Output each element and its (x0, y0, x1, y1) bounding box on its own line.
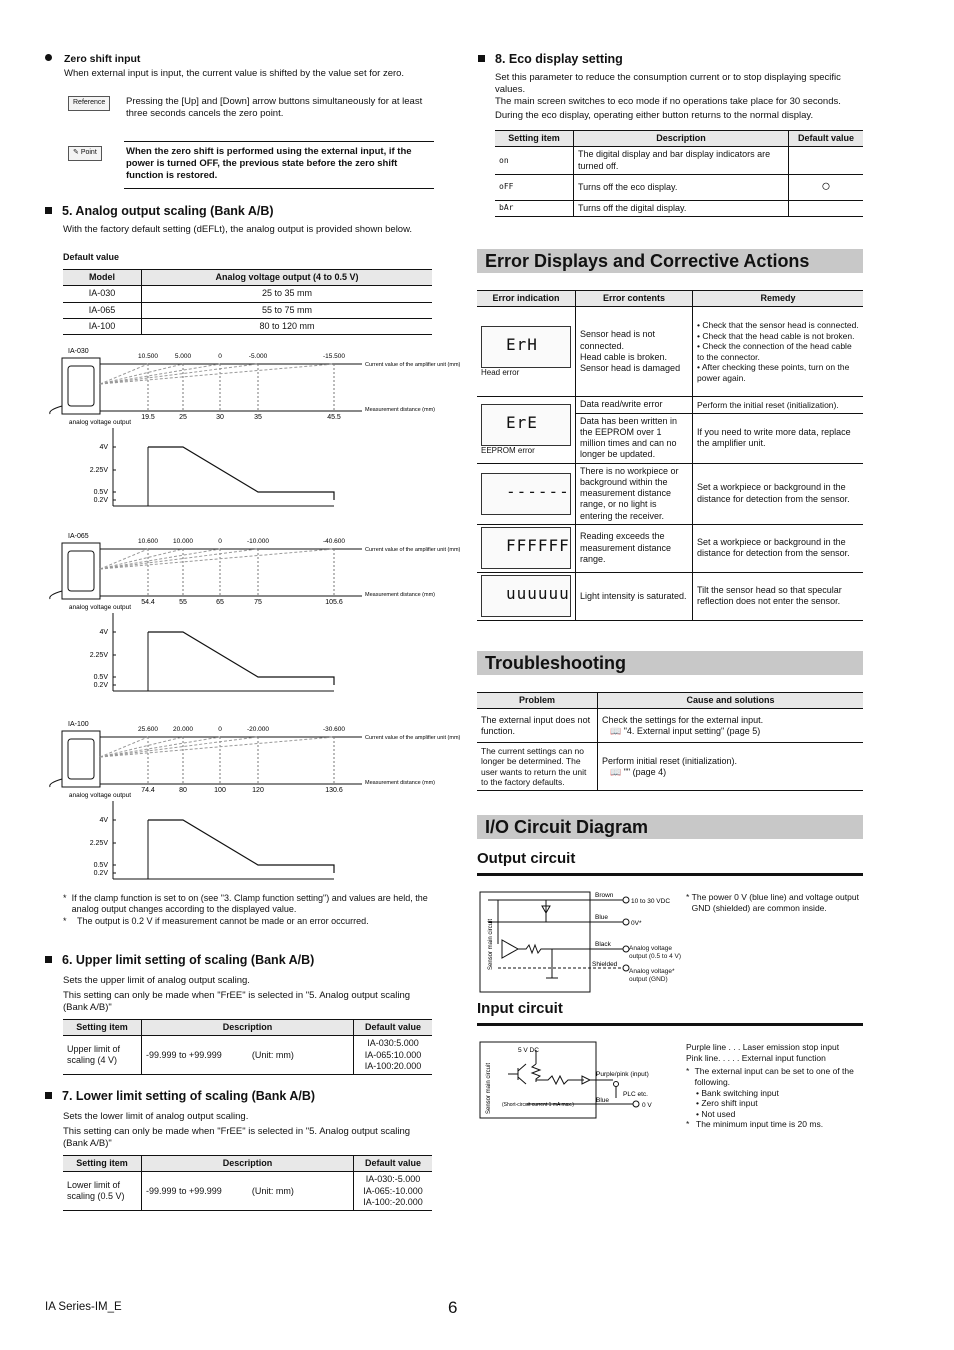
reference-note (68, 96, 434, 120)
cell: Check the settings for the external input. 📖 "4. External input setting" (page 5) (598, 709, 864, 743)
reference-text: Pressing the [Up] and [Down] arrow buttons simultaneously for at least three seconds cancels the zero point. (126, 96, 423, 119)
graph-svg (40, 717, 461, 887)
y-tick-label: 0.5V (93, 489, 108, 496)
cell: Turns off the digital display. (574, 200, 789, 216)
input-notes: Purple line . . . Laser emission stop input Pink line. . . . . External input function * The external input can be set to one of the following. • Bank switching input • Zero shift input • Not used * The minimum input time is 20 ms. (686, 1042, 854, 1130)
cell: IA-065 (63, 302, 142, 318)
output-label: 0V* (631, 920, 642, 927)
y-tick-label: 4V (99, 444, 108, 451)
y-tick-label: 2.25V (89, 840, 108, 847)
point-icon: ✎ Point (68, 146, 102, 161)
point-text: When the zero shift is performed using the external input, if the power is turned OFF, the previous state before the zero shift function is restored. (124, 141, 434, 189)
bullet-square-icon (478, 55, 485, 62)
lcd-caption: Head error (481, 367, 520, 377)
top-tick-label: -20.000 (246, 726, 270, 733)
zero-shift-title: Zero shift input (64, 53, 141, 65)
upper-title-row (45, 953, 314, 969)
cell: -99.999 to +99.999 (Unit: mm) (142, 1036, 354, 1075)
bullet-dot-icon (45, 54, 52, 61)
y-tick-label: 0.5V (93, 862, 108, 869)
analog-desc: With the factory default setting (dEFLt), the analog output is provided shown below. (63, 224, 413, 235)
input-label: (Short-circuit current 1 mA max.) (502, 1102, 574, 1108)
top-tick-label: 10.000 (173, 538, 193, 545)
lower-table (63, 1155, 432, 1211)
input-label: PLC etc. (623, 1091, 648, 1098)
input-label: 5 V DC (518, 1047, 539, 1054)
cell: 80 to 120 mm (142, 318, 433, 334)
top-tick-label: 25.600 (138, 726, 158, 733)
y-tick-label: 0.5V (93, 674, 108, 681)
cell: Set a workpiece or background in the distance for detection from the sensor. (693, 463, 864, 524)
graph-svg (40, 344, 461, 514)
cell: Lower limit of scaling (0.5 V) (63, 1172, 142, 1211)
output-label: Shielded (592, 961, 618, 968)
bottom-tick-label: 65 (216, 599, 224, 606)
top-tick-label: 0 (218, 353, 222, 360)
bottom-tick-label: 45.5 (327, 414, 341, 421)
analog-default-table (63, 269, 432, 335)
eco-title: 8. Eco display setting (495, 52, 623, 66)
measurement-label: Measurement distance (mm) (365, 407, 435, 413)
footer-series: IA Series-IM_E (45, 1301, 122, 1313)
cell: 25 to 35 mm (142, 286, 433, 302)
page-ref-link[interactable]: "4. External input setting" (page 5) (623, 725, 761, 736)
graph-svg (40, 529, 461, 699)
cell: Upper limit of scaling (4 V) (63, 1036, 142, 1075)
cell: IA-100 (63, 318, 142, 334)
zero-shift-desc: When external input is input, the current value is shifted by the value set for zero. (64, 68, 405, 80)
cell: Perform initial reset (initialization). 📖 "" (page 4) (598, 743, 864, 791)
top-tick-label: -30.600 (322, 726, 346, 733)
top-tick-label: -5.000 (248, 353, 268, 360)
top-tick-label: 10.600 (138, 538, 158, 545)
bottom-tick-label: 75 (254, 599, 262, 606)
output-label: Blue (595, 914, 609, 921)
lcd-display-icon: FFFFFF (481, 527, 571, 569)
output-label: Black (595, 941, 611, 948)
th: Default value (354, 1020, 433, 1036)
bottom-tick-label: 80 (179, 787, 187, 794)
top-tick-label: -40.600 (322, 538, 346, 545)
graph-model-label: IA-100 (68, 721, 89, 728)
y-tick-label: 0.2V (93, 497, 108, 504)
output-label: Brown (595, 892, 614, 899)
note-item: * The output is 0.2 V if measurement cannot be made or an error occurred. (63, 915, 369, 926)
analog-title-row (45, 204, 274, 220)
default-circle-icon: ○ (789, 174, 864, 200)
cell: Light intensity is saturated. (576, 572, 693, 620)
cell: Sensor head is not connected. Head cable is broken. Sensor head is damaged (576, 307, 693, 397)
trouble-table (477, 692, 863, 791)
sensor-window-icon (68, 551, 94, 591)
lcd-caption: EEPROM error (481, 445, 535, 455)
top-tick-label: -15.500 (322, 353, 346, 360)
cell: There is no workpiece or background within the measurement distance range, or no light is entering the receiver. (576, 463, 693, 524)
beam-line (100, 364, 183, 384)
beam-line (100, 364, 220, 384)
th: Error contents (576, 291, 693, 307)
y-tick-label: 0.2V (93, 870, 108, 877)
cell: • Check that the sensor head is connected. • Check that the head cable is not broken. • Check the connection of the head cable to the connector. • After checking these points, turn on the power again. (693, 307, 864, 397)
th: Cause and solutions (598, 693, 864, 709)
th: Description (142, 1020, 354, 1036)
upper-desc-1: Sets the upper limit of analog output scaling. (63, 975, 250, 986)
current-value-label: Current value of the amplifier unit (mm) (365, 735, 461, 741)
th: Default value (789, 131, 864, 147)
book-icon: 📖 (610, 766, 622, 777)
cell: IA-030 (63, 286, 142, 302)
eco-desc: Set this parameter to reduce the consumption current or to stop displaying specific values. The main screen switches to eco mode if no operations take place for 30 seconds. During the eco display, operating either button returns to the normal display. (495, 72, 841, 121)
page-number: 6 (448, 1298, 458, 1317)
analog-voltage-label: analog voltage output (68, 419, 132, 426)
beam-line (100, 737, 220, 757)
lcd-display-icon: ------ (481, 473, 571, 515)
sensor-window-icon (68, 739, 94, 779)
beam-line (100, 364, 334, 384)
cell: oFF (495, 174, 574, 200)
bottom-tick-label: 74.4 (141, 787, 155, 794)
input-label: 0 V (642, 1102, 652, 1109)
cell: The external input does not function. (477, 709, 598, 743)
beam-line (100, 737, 334, 757)
top-tick-label: 0 (218, 726, 222, 733)
lcd-cell (477, 307, 576, 397)
output-side-label: Sensor main circuit (488, 918, 494, 970)
lower-desc-1: Sets the lower limit of analog output scaling. (63, 1111, 249, 1122)
input-side-label: Sensor main circuit (486, 1062, 492, 1114)
analog-output-line (148, 447, 334, 500)
note-item: * If the clamp function is set to on (see "3. Clamp function setting") and values are held, the analog output changes according to the displayed value. (63, 893, 428, 915)
input-circuit-title: Input circuit (477, 1000, 863, 1026)
y-tick-label: 2.25V (89, 467, 108, 474)
lower-title: 7. Lower limit setting of scaling (Bank A/B) (62, 1089, 316, 1103)
trouble-banner: Troubleshooting (477, 651, 863, 675)
upper-title: 6. Upper limit setting of scaling (Bank A/B) (62, 953, 315, 967)
cell: on (495, 147, 574, 175)
y-tick-label: 2.25V (89, 652, 108, 659)
top-tick-label: 10.500 (138, 353, 158, 360)
cell: Data has been written in the EEPROM over 1 million times and can no longer be updated. (576, 413, 693, 463)
cell: Set a workpiece or background in the distance for detection from the sensor. (693, 524, 864, 572)
beam-line (100, 549, 334, 569)
upper-desc-2: This setting can only be made when "FrEE" is selected in "5. Analog output scaling (Bank A/B)" (63, 990, 411, 1013)
page-ref-link[interactable]: "" (page 4) (623, 766, 667, 777)
bullet-square-icon (45, 956, 52, 963)
th: Error indication (477, 291, 576, 307)
th: Setting item (495, 131, 574, 147)
cell: -99.999 to +99.999 (Unit: mm) (142, 1172, 354, 1211)
lcd-display-icon: ErH (481, 326, 571, 368)
measurement-label: Measurement distance (mm) (365, 592, 435, 598)
cell: 55 to 75 mm (142, 302, 433, 318)
cell: Tilt the sensor head so that specular reflection does not enter the sensor. (693, 572, 864, 620)
bottom-tick-label: 55 (179, 599, 187, 606)
sensor-cable-icon (50, 591, 62, 599)
error-banner: Error Displays and Corrective Actions (477, 249, 863, 273)
bullet-square-icon (45, 207, 52, 214)
graph-model-label: IA-065 (68, 533, 89, 540)
cell: bAr (495, 200, 574, 216)
cell: Perform the initial reset (initialization). (693, 397, 864, 413)
sensor-window-icon (68, 366, 94, 406)
analog-graph-ia065 (40, 529, 461, 699)
cell: The digital display and bar display indicators are turned off. (574, 147, 789, 175)
top-tick-label: 20.000 (173, 726, 193, 733)
top-tick-label: 0 (218, 538, 222, 545)
eco-title-row (478, 52, 623, 68)
cell (789, 147, 864, 175)
th: Default value (354, 1156, 433, 1172)
cell (789, 200, 864, 216)
analog-voltage-label: analog voltage output (68, 604, 132, 611)
analog-title: 5. Analog output scaling (Bank A/B) (62, 204, 274, 218)
point-note (68, 141, 434, 189)
th: Description (574, 131, 789, 147)
bottom-tick-label: 130.6 (325, 787, 343, 794)
book-icon: 📖 (610, 725, 622, 736)
bottom-tick-label: 100 (214, 787, 226, 794)
analog-output-line (148, 632, 334, 685)
sensor-cable-icon (50, 779, 62, 787)
top-tick-label: -10.000 (246, 538, 270, 545)
lower-title-row (45, 1089, 315, 1105)
error-table (477, 290, 863, 621)
analog-default-label: Default value (63, 252, 120, 262)
output-note: * The power 0 V (blue line) and voltage output GND (shielded) are common inside. (686, 892, 859, 913)
y-tick-label: 0.2V (93, 682, 108, 689)
th: Remedy (693, 291, 864, 307)
th-analog: Analog voltage output (4 to 0.5 V) (142, 270, 433, 286)
lower-desc-2: This setting can only be made when "FrEE" is selected in "5. Analog output scaling (Bank A/B)" (63, 1126, 411, 1149)
lcd-cell (477, 524, 576, 572)
analog-voltage-label: analog voltage output (68, 792, 132, 799)
th: Description (142, 1156, 354, 1172)
y-tick-label: 4V (99, 817, 108, 824)
cell: If you need to write more data, replace the amplifier unit. (693, 413, 864, 463)
beam-line (100, 549, 220, 569)
y-tick-label: 4V (99, 629, 108, 636)
bottom-tick-label: 120 (252, 787, 264, 794)
bottom-tick-label: 30 (216, 414, 224, 421)
zero-shift-section (45, 53, 435, 80)
analog-notes (63, 893, 433, 927)
cell: IA-030:-5.000 IA-065:-10.000 IA-100:-20.000 (354, 1172, 433, 1211)
cell: The current settings can no longer be determined. The user wants to return the unit to the factory defaults. (477, 743, 598, 791)
th: Problem (477, 693, 598, 709)
input-label: Purple/pink (input) (596, 1071, 649, 1078)
upper-table (63, 1019, 432, 1075)
output-circuit-title: Output circuit (477, 850, 863, 876)
bottom-tick-label: 25 (179, 414, 187, 421)
beam-line (100, 549, 183, 569)
lcd-cell (477, 397, 576, 463)
lcd-cell (477, 572, 576, 620)
lcd-display-icon: uuuuuu (481, 575, 571, 617)
th: Setting item (63, 1156, 142, 1172)
cell: Turns off the eco display. (574, 174, 789, 200)
output-analog-label: Analog voltage output (0.5 to 4 V) (629, 945, 682, 961)
th-model: Model (63, 270, 142, 286)
lcd-cell (477, 463, 576, 524)
io-banner: I/O Circuit Diagram (477, 815, 863, 839)
beam-line (100, 737, 183, 757)
bullet-square-icon (45, 1092, 52, 1099)
bottom-tick-label: 105.6 (325, 599, 343, 606)
cell: Reading exceeds the measurement distance range. (576, 524, 693, 572)
cell: Data read/write error (576, 397, 693, 413)
reference-icon: Reference (68, 96, 110, 111)
sensor-cable-icon (50, 406, 62, 414)
th: Setting item (63, 1020, 142, 1036)
input-label: Blue (596, 1097, 610, 1104)
analog-output-line (148, 820, 334, 873)
top-tick-label: 5.000 (174, 353, 192, 360)
bottom-tick-label: 19.5 (141, 414, 155, 421)
analog-graph-ia100 (40, 717, 461, 887)
lcd-display-icon: ErE (481, 404, 571, 446)
analog-graph-ia030 (40, 344, 461, 514)
eco-table (495, 130, 863, 217)
measurement-label: Measurement distance (mm) (365, 780, 435, 786)
cell: IA-030:5.000 IA-065:10.000 IA-100:20.000 (354, 1036, 433, 1075)
bottom-tick-label: 35 (254, 414, 262, 421)
input-circuit-diagram (478, 1038, 678, 1122)
bottom-tick-label: 54.4 (141, 599, 155, 606)
graph-model-label: IA-030 (68, 348, 89, 355)
current-value-label: Current value of the amplifier unit (mm) (365, 547, 461, 553)
output-gnd-label: Analog voltage* output (GND) (629, 968, 675, 984)
output-label: 10 to 30 VDC (631, 898, 671, 905)
current-value-label: Current value of the amplifier unit (mm) (365, 362, 461, 368)
